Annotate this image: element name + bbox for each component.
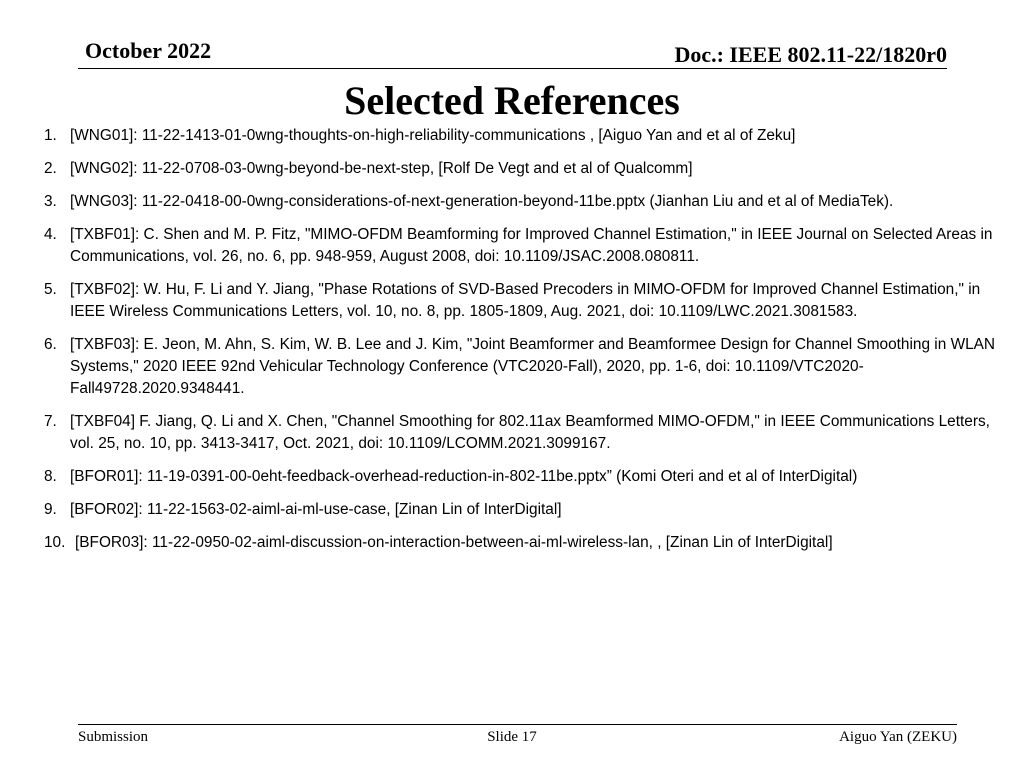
reference-item-3 [44,191,1004,213]
reference-number: 3. [44,193,57,210]
reference-number: 9. [44,501,57,518]
reference-item-8 [44,466,1004,488]
header-divider [78,68,947,69]
reference-item-4 [44,224,1004,268]
slide-title: Selected References [344,78,680,123]
reference-number: 5. [44,281,57,298]
reference-item-7 [44,411,1004,455]
reference-text: [TXBF01]: C. Shen and M. P. Fitz, "MIMO-OFDM Beamforming for Improved Channel Estimation," in IEEE Journal on Selected Areas in Communications, vol. 26, no. 6, pp. 948-959, August 2008, doi: 10.1109/JSAC.2008.080811. [70,226,993,265]
reference-text: [BFOR01]: 11-19-0391-00-0eht-feedback-overhead-reduction-in-802-11be.pptx” (Komi Oteri and et al of InterDigital) [70,468,858,485]
footer-submission: Submission [78,729,149,745]
reference-item-2 [44,158,1004,180]
reference-list [44,125,1004,565]
header-date: October 2022 [85,38,212,63]
reference-number: 7. [44,413,57,430]
header-doc-id: Doc.: IEEE 802.11-22/1820r0 [674,42,947,67]
reference-text: [BFOR02]: 11-22-1563-02-aiml-ai-ml-use-case, [Zinan Lin of InterDigital] [70,501,562,518]
reference-text: [WNG02]: 11-22-0708-03-0wng-beyond-be-next-step, [Rolf De Vegt and et al of Qualcomm] [70,160,693,177]
reference-number: 10. [44,534,66,551]
reference-text: [TXBF04] F. Jiang, Q. Li and X. Chen, "Channel Smoothing for 802.11ax Beamformed MIMO-OFDM," in IEEE Communications Letters, vol. 25, no. 10, pp. 3413-3417, Oct. 2021, doi: 10.1109/LCOMM.2021.3099167. [70,413,990,452]
reference-item-10 [44,532,1004,554]
reference-item-9 [44,499,1004,521]
reference-number: 4. [44,226,57,243]
reference-number: 6. [44,336,57,353]
reference-text: [WNG01]: 11-22-1413-01-0wng-thoughts-on-high-reliability-communications , [Aiguo Yan and et al of Zeku] [70,127,796,144]
reference-number: 8. [44,468,57,485]
footer-slide-number: Slide 17 [487,729,537,745]
reference-item-6 [44,334,1004,400]
reference-number: 2. [44,160,57,177]
reference-number: 1. [44,127,57,144]
reference-text: [BFOR03]: 11-22-0950-02-aiml-discussion-on-interaction-between-ai-ml-wireless-lan, , [Zinan Lin of InterDigital] [75,534,833,551]
reference-item-1 [44,125,1004,147]
footer-divider [78,724,957,725]
footer-author: Aiguo Yan (ZEKU) [839,729,957,745]
reference-text: [TXBF03]: E. Jeon, M. Ahn, S. Kim, W. B. Lee and J. Kim, "Joint Beamformer and Beamformee Design for Channel Smoothing in WLAN Systems," 2020 IEEE 92nd Vehicular Technology Conference (VTC2020-Fall), 2020, pp. 1-6, doi: 10.1109/VTC2020-Fall49728.2020.9348441. [70,336,996,397]
reference-text: [WNG03]: 11-22-0418-00-0wng-considerations-of-next-generation-beyond-11be.pptx (Jianhan Liu and et al of MediaTek). [70,193,894,210]
reference-item-5 [44,279,1004,323]
reference-text: [TXBF02]: W. Hu, F. Li and Y. Jiang, "Phase Rotations of SVD-Based Precoders in MIMO-OFDM for Improved Channel Estimation," in IEEE Wireless Communications Letters, vol. 10, no. 8, pp. 1805-1809, Aug. 2021, doi: 10.1109/LWC.2021.3081583. [70,281,981,320]
